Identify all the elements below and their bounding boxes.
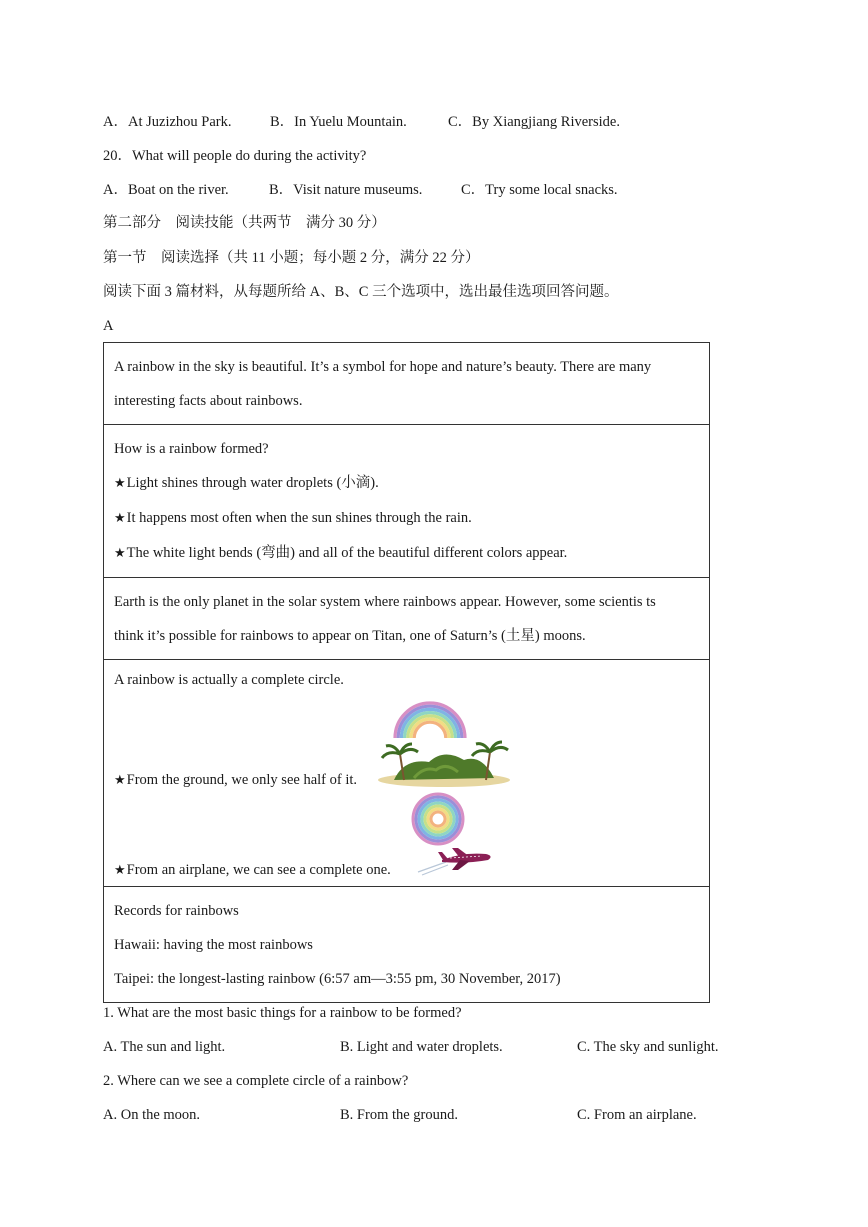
formation-bullet: ★Light shines through water droplets (小滴). — [114, 475, 379, 491]
rainbow-arc — [414, 722, 446, 738]
records-title: Records for rainbows — [114, 903, 239, 919]
records-cell — [104, 887, 710, 1003]
records-hawaii: Hawaii: having the most rainbows — [114, 937, 313, 953]
star-icon: ★ — [114, 476, 126, 491]
q19-option-b: B．In Yuelu Mountain. — [270, 114, 407, 130]
instructions: 阅读下面 3 篇材料，从每题所给 A、B、C 三个选项中，选出最佳选项回答问题。 — [103, 284, 619, 300]
formation-cell — [104, 425, 710, 578]
q19-option-c: C．By Xiangjiang Riverside. — [448, 114, 620, 130]
q1-option-c: C. The sky and sunlight. — [577, 1039, 719, 1055]
part2-heading: 第二部分 阅读技能（共两节 满分 30 分） — [103, 215, 386, 231]
star-icon: ★ — [114, 863, 126, 878]
q20-question: 20．What will people do during the activity? — [103, 148, 367, 164]
intro-line-2: interesting facts about rainbows. — [114, 393, 303, 409]
section1-heading: 第一节 阅读选择（共 11 小题；每小题 2 分，满分 22 分） — [103, 250, 480, 266]
records-taipei: Taipei: the longest-lasting rainbow (6:57 am—3:55 pm, 30 November, 2017) — [114, 971, 561, 987]
airplane-icon — [416, 846, 496, 876]
q2-option-c: C. From an airplane. — [577, 1107, 697, 1123]
q20-option-c: C．Try some local snacks. — [461, 182, 618, 198]
circle-cell — [104, 660, 710, 887]
table-row — [104, 343, 710, 425]
passage-label: A — [103, 318, 114, 334]
formation-bullet: ★The white light bends (弯曲) and all of the beautiful different colors appear. — [114, 545, 568, 561]
q2-question: 2. Where can we see a complete circle of a rainbow? — [103, 1073, 409, 1089]
q1-option-a: A. The sun and light. — [103, 1039, 226, 1055]
half-rainbow-icon — [392, 700, 468, 740]
q2-option-b: B. From the ground. — [340, 1107, 459, 1123]
circle-title: A rainbow is actually a complete circle. — [114, 672, 344, 688]
ground-fact: ★From the ground, we only see half of it. — [114, 772, 357, 788]
table-row — [104, 578, 710, 660]
formation-title: How is a rainbow formed? — [114, 441, 269, 457]
intro-line-1: A rainbow in the sky is beautiful. It’s a symbol for hope and nature’s beauty. There are many — [114, 359, 652, 375]
q20-option-a: A．Boat on the river. — [103, 182, 229, 198]
star-icon: ★ — [114, 546, 126, 561]
table-row — [104, 425, 710, 578]
star-icon: ★ — [114, 773, 126, 788]
earth-line-1: Earth is the only planet in the solar system where rainbows appear. However, some scientis ts — [114, 594, 656, 610]
formation-bullet: ★It happens most often when the sun shines through the rain. — [114, 510, 472, 526]
rainbow-ring — [431, 812, 445, 826]
earth-line-2: think it’s possible for rainbows to appear on Titan, one of Saturn’s (土星) moons. — [114, 628, 586, 644]
q1-question: 1. What are the most basic things for a rainbow to be formed? — [103, 1005, 462, 1021]
earth-cell — [104, 578, 710, 660]
intro-cell — [104, 343, 710, 425]
rainbow-facts-table — [103, 342, 710, 1003]
q20-option-b: B．Visit nature museums. — [269, 182, 423, 198]
table-row — [104, 660, 710, 887]
q2-option-a: A. On the moon. — [103, 1107, 201, 1123]
star-icon: ★ — [114, 511, 126, 526]
q19-option-a: A．At Juzizhou Park. — [103, 114, 232, 130]
airplane-fact: ★From an airplane, we can see a complete one. — [114, 862, 391, 878]
table-row — [104, 887, 710, 1003]
island-icon — [374, 740, 514, 790]
q1-option-b: B. Light and water droplets. — [340, 1039, 503, 1055]
circle-rainbow-icon — [411, 792, 465, 846]
